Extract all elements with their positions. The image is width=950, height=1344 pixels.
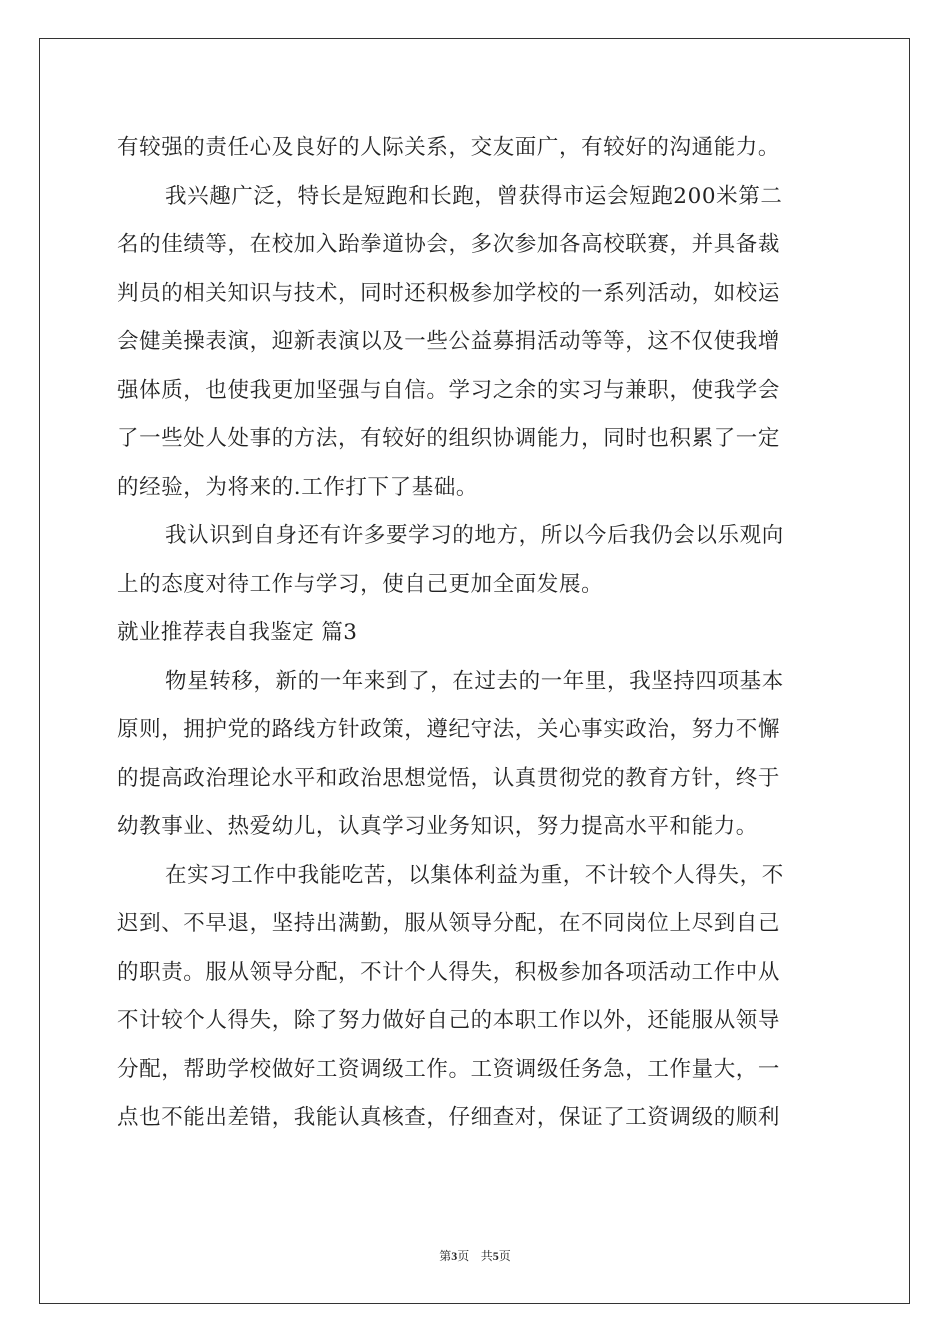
paragraph-line: 的经验，为将来的.工作打下了基础。 bbox=[117, 474, 479, 500]
paragraph-line: 的职责。服从领导分配，不计个人得失，积极参加各项活动工作中从 bbox=[117, 959, 781, 985]
paragraph-line: 点也不能出差错，我能认真核查，仔细查对，保证了工资调级的顺利 bbox=[117, 1105, 781, 1130]
paragraph-line: 分配，帮助学校做好工资调级工作。工资调级任务急，工作量大，一 bbox=[117, 1056, 781, 1082]
paragraph-line: 迟到、不早退，坚持出满勤，服从领导分配，在不同岗位上尽到自己 bbox=[117, 911, 781, 936]
paragraph-line: 强体质，也使我更加坚强与自信。学习之余的实习与兼职，使我学会 bbox=[117, 377, 781, 403]
paragraph-line: 会健美操表演，迎新表演以及一些公益募捐活动等等，这不仅使我增 bbox=[117, 329, 781, 354]
paragraph-line: 有较强的责任心及良好的人际关系，交友面广，有较好的沟通能力。 bbox=[117, 135, 781, 160]
paragraph-line: 不计较个人得失，除了努力做好自己的本职工作以外，还能服从领导 bbox=[117, 1008, 781, 1033]
paragraph-line: 的提高政治理论水平和政治思想觉悟，认真贯彻党的教育方针，终于 bbox=[117, 765, 781, 791]
document-body bbox=[117, 124, 833, 1143]
footer-total-pages: 5 bbox=[492, 1249, 499, 1263]
page-footer bbox=[0, 1247, 950, 1264]
footer-total-suffix: 页 bbox=[498, 1249, 511, 1263]
footer-page-suffix: 页 bbox=[457, 1249, 470, 1263]
paragraph-line: 物星转移，新的一年来到了，在过去的一年里，我坚持四项基本 bbox=[165, 668, 784, 694]
paragraph-line: 在实习工作中我能吃苦，以集体利益为重，不计较个人得失，不 bbox=[165, 862, 784, 888]
paragraph-line: 我兴趣广泛，特长是短跑和长跑，曾获得市运会短跑200米第二 bbox=[165, 183, 783, 209]
paragraph-line: 原则，拥护党的路线方针政策，遵纪守法，关心事实政治，努力不懈 bbox=[117, 717, 781, 742]
paragraph-line: 判员的相关知识与技术，同时还积极参加学校的一系列活动，如校运 bbox=[117, 280, 781, 306]
footer-total-prefix: 共 bbox=[480, 1249, 493, 1263]
section-heading: 就业推荐表自我鉴定 篇3 bbox=[117, 620, 358, 645]
paragraph-line: 名的佳绩等，在校加入跆拳道协会，多次参加各高校联赛，并具备裁 bbox=[117, 232, 781, 257]
paragraph-line: 幼教事业、热爱幼儿，认真学习业务知识，努力提高水平和能力。 bbox=[117, 814, 758, 839]
footer-page-prefix: 第 bbox=[439, 1249, 452, 1263]
paragraph-line: 上的态度对待工作与学习，使自己更加全面发展。 bbox=[117, 571, 604, 597]
paragraph-line: 了一些处人处事的方法，有较好的组织协调能力，同时也积累了一定 bbox=[117, 426, 781, 451]
footer-page-number: 3 bbox=[451, 1249, 458, 1263]
paragraph-line: 我认识到自身还有许多要学习的地方，所以今后我仍会以乐观向 bbox=[165, 523, 784, 548]
